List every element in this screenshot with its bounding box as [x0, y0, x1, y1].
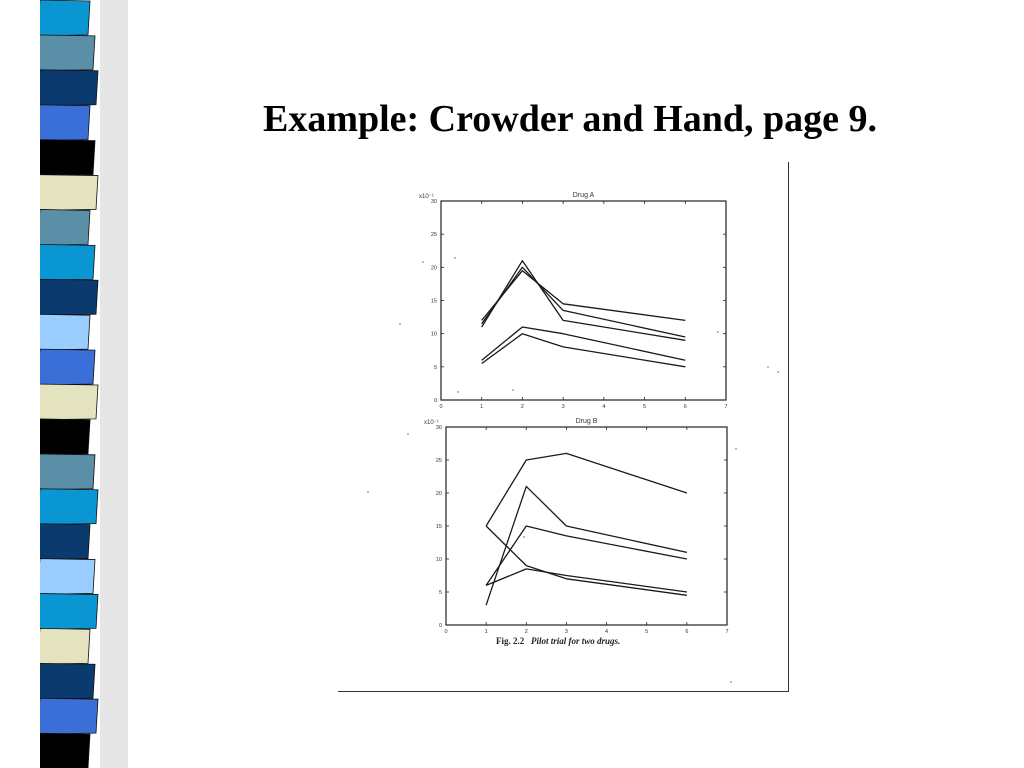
- scan-speck: [399, 323, 400, 324]
- axis-multiplier: x10⁻¹: [424, 420, 439, 426]
- scan-speck: [717, 331, 718, 332]
- x-tick-label: 0: [444, 629, 448, 635]
- x-tick-label: 2: [524, 629, 528, 635]
- y-tick-label: 30: [430, 199, 437, 205]
- x-tick-label: 5: [643, 404, 647, 410]
- series-line: [482, 261, 686, 341]
- side-strip-band: [31, 593, 98, 629]
- chart-title: Drug B: [575, 418, 598, 425]
- side-strip-band: [37, 0, 90, 36]
- figure-drug-charts: [338, 162, 789, 692]
- y-tick-label: 15: [430, 298, 437, 305]
- scan-speck: [454, 257, 455, 258]
- side-strip-band: [37, 70, 98, 106]
- side-strip-band: [37, 489, 98, 525]
- decorative-side-strip: [0, 0, 128, 768]
- side-strip-band: [37, 279, 98, 315]
- scan-speck: [367, 491, 368, 492]
- x-tick-label: 4: [605, 629, 609, 635]
- y-tick-label: 0: [433, 398, 437, 404]
- side-strip-shadow: [100, 0, 128, 768]
- y-tick-label: 25: [430, 232, 437, 239]
- side-strip-band: [31, 35, 95, 71]
- side-strip-band: [31, 175, 98, 211]
- chart-frame: [441, 201, 726, 400]
- y-tick-label: 25: [435, 458, 442, 464]
- axis-multiplier: x10⁻¹: [419, 194, 434, 200]
- side-strip-band: [31, 244, 95, 280]
- side-strip-band: [31, 454, 95, 490]
- x-tick-label: 6: [683, 404, 687, 410]
- side-strip-margin: [0, 0, 40, 768]
- side-strip-band: [31, 384, 98, 420]
- y-tick-label: 20: [430, 265, 437, 272]
- x-tick-label: 0: [439, 404, 443, 410]
- chart-drug-b: [424, 418, 729, 635]
- x-tick-label: 3: [561, 404, 565, 410]
- scan-speck: [730, 681, 731, 682]
- y-tick-label: 15: [435, 524, 442, 530]
- x-tick-label: 5: [645, 629, 649, 635]
- scan-speck: [407, 433, 408, 434]
- side-strip-band: [37, 140, 95, 176]
- y-tick-label: 10: [430, 331, 437, 338]
- y-tick-label: 5: [433, 364, 437, 371]
- side-strip-band: [37, 698, 98, 734]
- scan-speck: [457, 391, 458, 392]
- x-tick-label: 2: [520, 404, 524, 410]
- figure-caption-number: Fig. 2.2: [496, 636, 525, 646]
- scan-speck: [767, 366, 768, 367]
- figure-caption-text: Pilot trial for two drugs.: [531, 636, 621, 646]
- series-line: [482, 327, 686, 360]
- y-tick-label: 0: [438, 623, 442, 629]
- y-tick-label: 10: [435, 557, 442, 563]
- x-tick-label: 7: [725, 629, 729, 635]
- figure-caption: [496, 636, 620, 646]
- x-tick-label: 6: [685, 629, 689, 635]
- x-tick-label: 3: [564, 629, 568, 635]
- side-strip-band: [37, 559, 95, 595]
- y-tick-label: 30: [435, 425, 442, 431]
- scan-speck: [422, 261, 423, 262]
- side-strip-band: [37, 209, 90, 245]
- side-strip-band: [31, 663, 95, 699]
- x-tick-label: 4: [602, 404, 606, 410]
- scan-speck: [512, 389, 513, 390]
- side-strip-band: [37, 349, 95, 385]
- scan-speck: [523, 536, 524, 537]
- y-tick-label: 20: [435, 491, 442, 497]
- scan-speck: [735, 448, 736, 449]
- side-strip-band: [37, 628, 90, 664]
- slide-title: Example: Crowder and Hand, page 9.: [262, 98, 878, 140]
- chart-drug-a: [419, 192, 728, 410]
- side-strip-band: [37, 419, 90, 455]
- series-line: [486, 526, 687, 595]
- series-line: [486, 569, 687, 592]
- y-tick-label: 5: [438, 590, 442, 596]
- x-tick-label: 1: [480, 404, 484, 410]
- x-tick-label: 7: [724, 404, 728, 410]
- x-tick-label: 1: [484, 629, 488, 635]
- scan-speck: [777, 371, 778, 372]
- chart-title: Drug A: [572, 192, 595, 199]
